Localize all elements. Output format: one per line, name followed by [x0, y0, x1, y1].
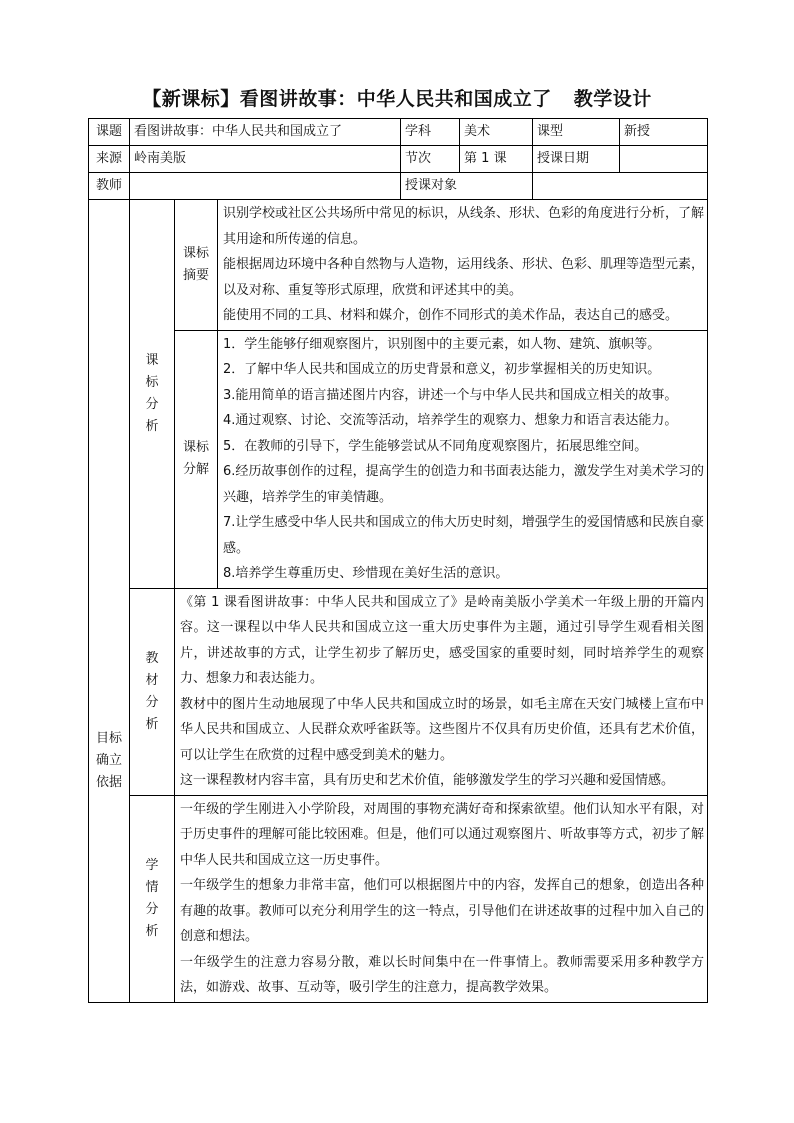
breakdown-item: 4.通过观察、讨论、交流等活动，培养学生的观察力、想象力和语言表达能力。: [223, 413, 678, 428]
standard-analysis-label: [130, 200, 175, 589]
type-value: 新授: [620, 119, 708, 146]
breakdown-item: 5．在教师的引导下，学生能够尝试从不同角度观察图片，拓展思维空间。: [223, 438, 648, 454]
breakdown-item: 1．学生能够仔细观察图片，识别图中的主要元素，如人物、建筑、旗帜等。: [223, 336, 661, 352]
textbook-analysis-char-3: 分: [145, 694, 159, 710]
breakdown-item: 6.经历故事创作的过程，提高学生的创造力和书面表达能力，激发学生对美术学习的兴趣，培养学生的审美情趣。: [223, 464, 705, 505]
textbook-analysis-content: [175, 588, 708, 795]
student-analysis-label: [130, 795, 175, 1002]
textbook-analysis-label: [130, 588, 175, 795]
type-label: 课型: [533, 119, 620, 146]
student-analysis-char-4: 析: [145, 923, 159, 939]
summary-label: [175, 200, 218, 331]
summary-label-line-1: 课标: [182, 245, 209, 261]
student-analysis-char-2: 情: [145, 879, 159, 895]
row-textbook-analysis: [89, 588, 708, 795]
standard-analysis-char-3: 分: [145, 396, 159, 412]
source-label: 来源: [89, 146, 130, 173]
summary-content: [218, 200, 708, 331]
standard-analysis-char-2: 标: [145, 374, 159, 390]
title-suffix: 教学设计: [573, 88, 652, 110]
period-label: 节次: [401, 146, 460, 173]
textbook-analysis-char-4: 析: [145, 716, 159, 732]
audience-value: [533, 173, 708, 200]
student-analysis-content: [175, 795, 708, 1002]
document-title: [0, 84, 794, 111]
audience-label: 授课对象: [401, 173, 533, 200]
breakdown-label: [175, 330, 218, 588]
date-label: 授课日期: [533, 146, 620, 173]
standard-analysis-char-4: 析: [145, 418, 159, 434]
period-value: 第 1 课: [460, 146, 533, 173]
summary-label-line-2: 摘要: [182, 267, 209, 283]
source-value: 岭南美版: [130, 146, 401, 173]
student-analysis-char-1: 学: [145, 857, 159, 873]
subject-value: 美术: [460, 119, 533, 146]
student-paragraph: 一年级学生的注意力容易分散，难以长时间集中在一件事情上。教师需要采用多种教学方法，如游戏、故事、互动等，吸引学生的注意力，提高教学效果。: [180, 954, 705, 995]
date-value: [620, 146, 708, 173]
row-standard-summary: [89, 200, 708, 331]
summary-paragraph: 识别学校或社区公共场所中常见的标识，从线条、形状、色彩的角度进行分析，了解其用途和所传递的信息。: [223, 206, 705, 247]
row-student-analysis: [89, 795, 708, 1002]
lesson-plan-table: [88, 118, 708, 1003]
textbook-paragraph: 《第 1 课看图讲故事：中华人民共和国成立了》是岭南美版小学美术一年级上册的开篇内容。这一课程以中华人民共和国成立这一重大历史事件为主题，通过引导学生观看相关图片，讲述故事的方式，让学生初步了解历史，感受国家的重要时刻，同时培养学生的观察力、想象力和表达能力。: [180, 594, 705, 686]
row-course: [89, 119, 708, 146]
breakdown-item: 7.让学生感受中华人民共和国成立的伟大历史时刻，增强学生的爱国情感和民族自豪感。: [223, 515, 705, 556]
breakdown-label-line-2: 分解: [182, 462, 209, 477]
summary-paragraph: 能根据周边环境中各种自然物与人造物，运用线条、形状、色彩、肌理等造型元素，以及对称、重复等形式原理，欣赏和评述其中的美。: [223, 257, 705, 298]
breakdown-item: 2．了解中华人民共和国成立的历史背景和意义，初步掌握相关的历史知识。: [223, 362, 661, 377]
row-teacher: [89, 173, 708, 200]
textbook-analysis-char-1: 教: [145, 650, 159, 666]
student-analysis-char-3: 分: [145, 901, 159, 917]
goals-label-line-2: 确立: [95, 752, 122, 768]
breakdown-item: 3.能用简单的语言描述图片内容，讲述一个与中华人民共和国成立相关的故事。: [223, 387, 678, 403]
textbook-paragraph: 这一课程教材内容丰富，具有历史和艺术价值，能够激发学生的学习兴趣和爱国情感。: [180, 773, 675, 788]
summary-paragraph: 能使用不同的工具、材料和媒介，创作不同形式的美术作品，表达自己的感受。: [223, 308, 679, 323]
teacher-label: 教师: [89, 173, 130, 200]
goals-label-line-3: 依据: [95, 774, 122, 790]
goals-label: [89, 200, 130, 1003]
teacher-value: [130, 173, 401, 200]
course-value: 看图讲故事：中华人民共和国成立了: [130, 119, 401, 146]
textbook-analysis-char-2: 材: [145, 672, 159, 688]
course-label: 课题: [89, 119, 130, 146]
student-paragraph: 一年级学生的想象力非常丰富，他们可以根据图片中的内容，发挥自己的想象，创造出各种有趣的故事。教师可以充分利用学生的这一特点，引导他们在讲述故事的过程中加入自己的创意和想法。: [180, 878, 705, 944]
standard-analysis-char-1: 课: [145, 352, 159, 368]
breakdown-item: 8.培养学生尊重历史、珍惜现在美好生活的意识。: [223, 566, 509, 581]
textbook-paragraph: 教材中的图片生动地展现了中华人民共和国成立时的场景，如毛主席在天安门城楼上宣布中华人民共和国成立、人民群众欢呼雀跃等。这些图片不仅具有历史价值，还具有艺术价值，可以让学生在欣赏的过程中感受到美术的魅力。: [180, 696, 705, 763]
student-paragraph: 一年级的学生刚进入小学阶段，对周围的事物充满好奇和探索欲望。他们认知水平有限，对于历史事件的理解可能比较困难。但是，他们可以通过观察图片、听故事等方式，初步了解中华人民共和国成立这一历史事件。: [180, 801, 705, 868]
subject-label: 学科: [401, 119, 460, 146]
breakdown-label-line-1: 课标: [182, 440, 209, 455]
goals-label-line-1: 目标: [95, 730, 122, 746]
title-main: 【新课标】看图讲故事：中华人民共和国成立了: [142, 88, 552, 110]
row-standard-breakdown: [89, 330, 708, 588]
breakdown-content: [218, 330, 708, 588]
row-source: [89, 146, 708, 173]
